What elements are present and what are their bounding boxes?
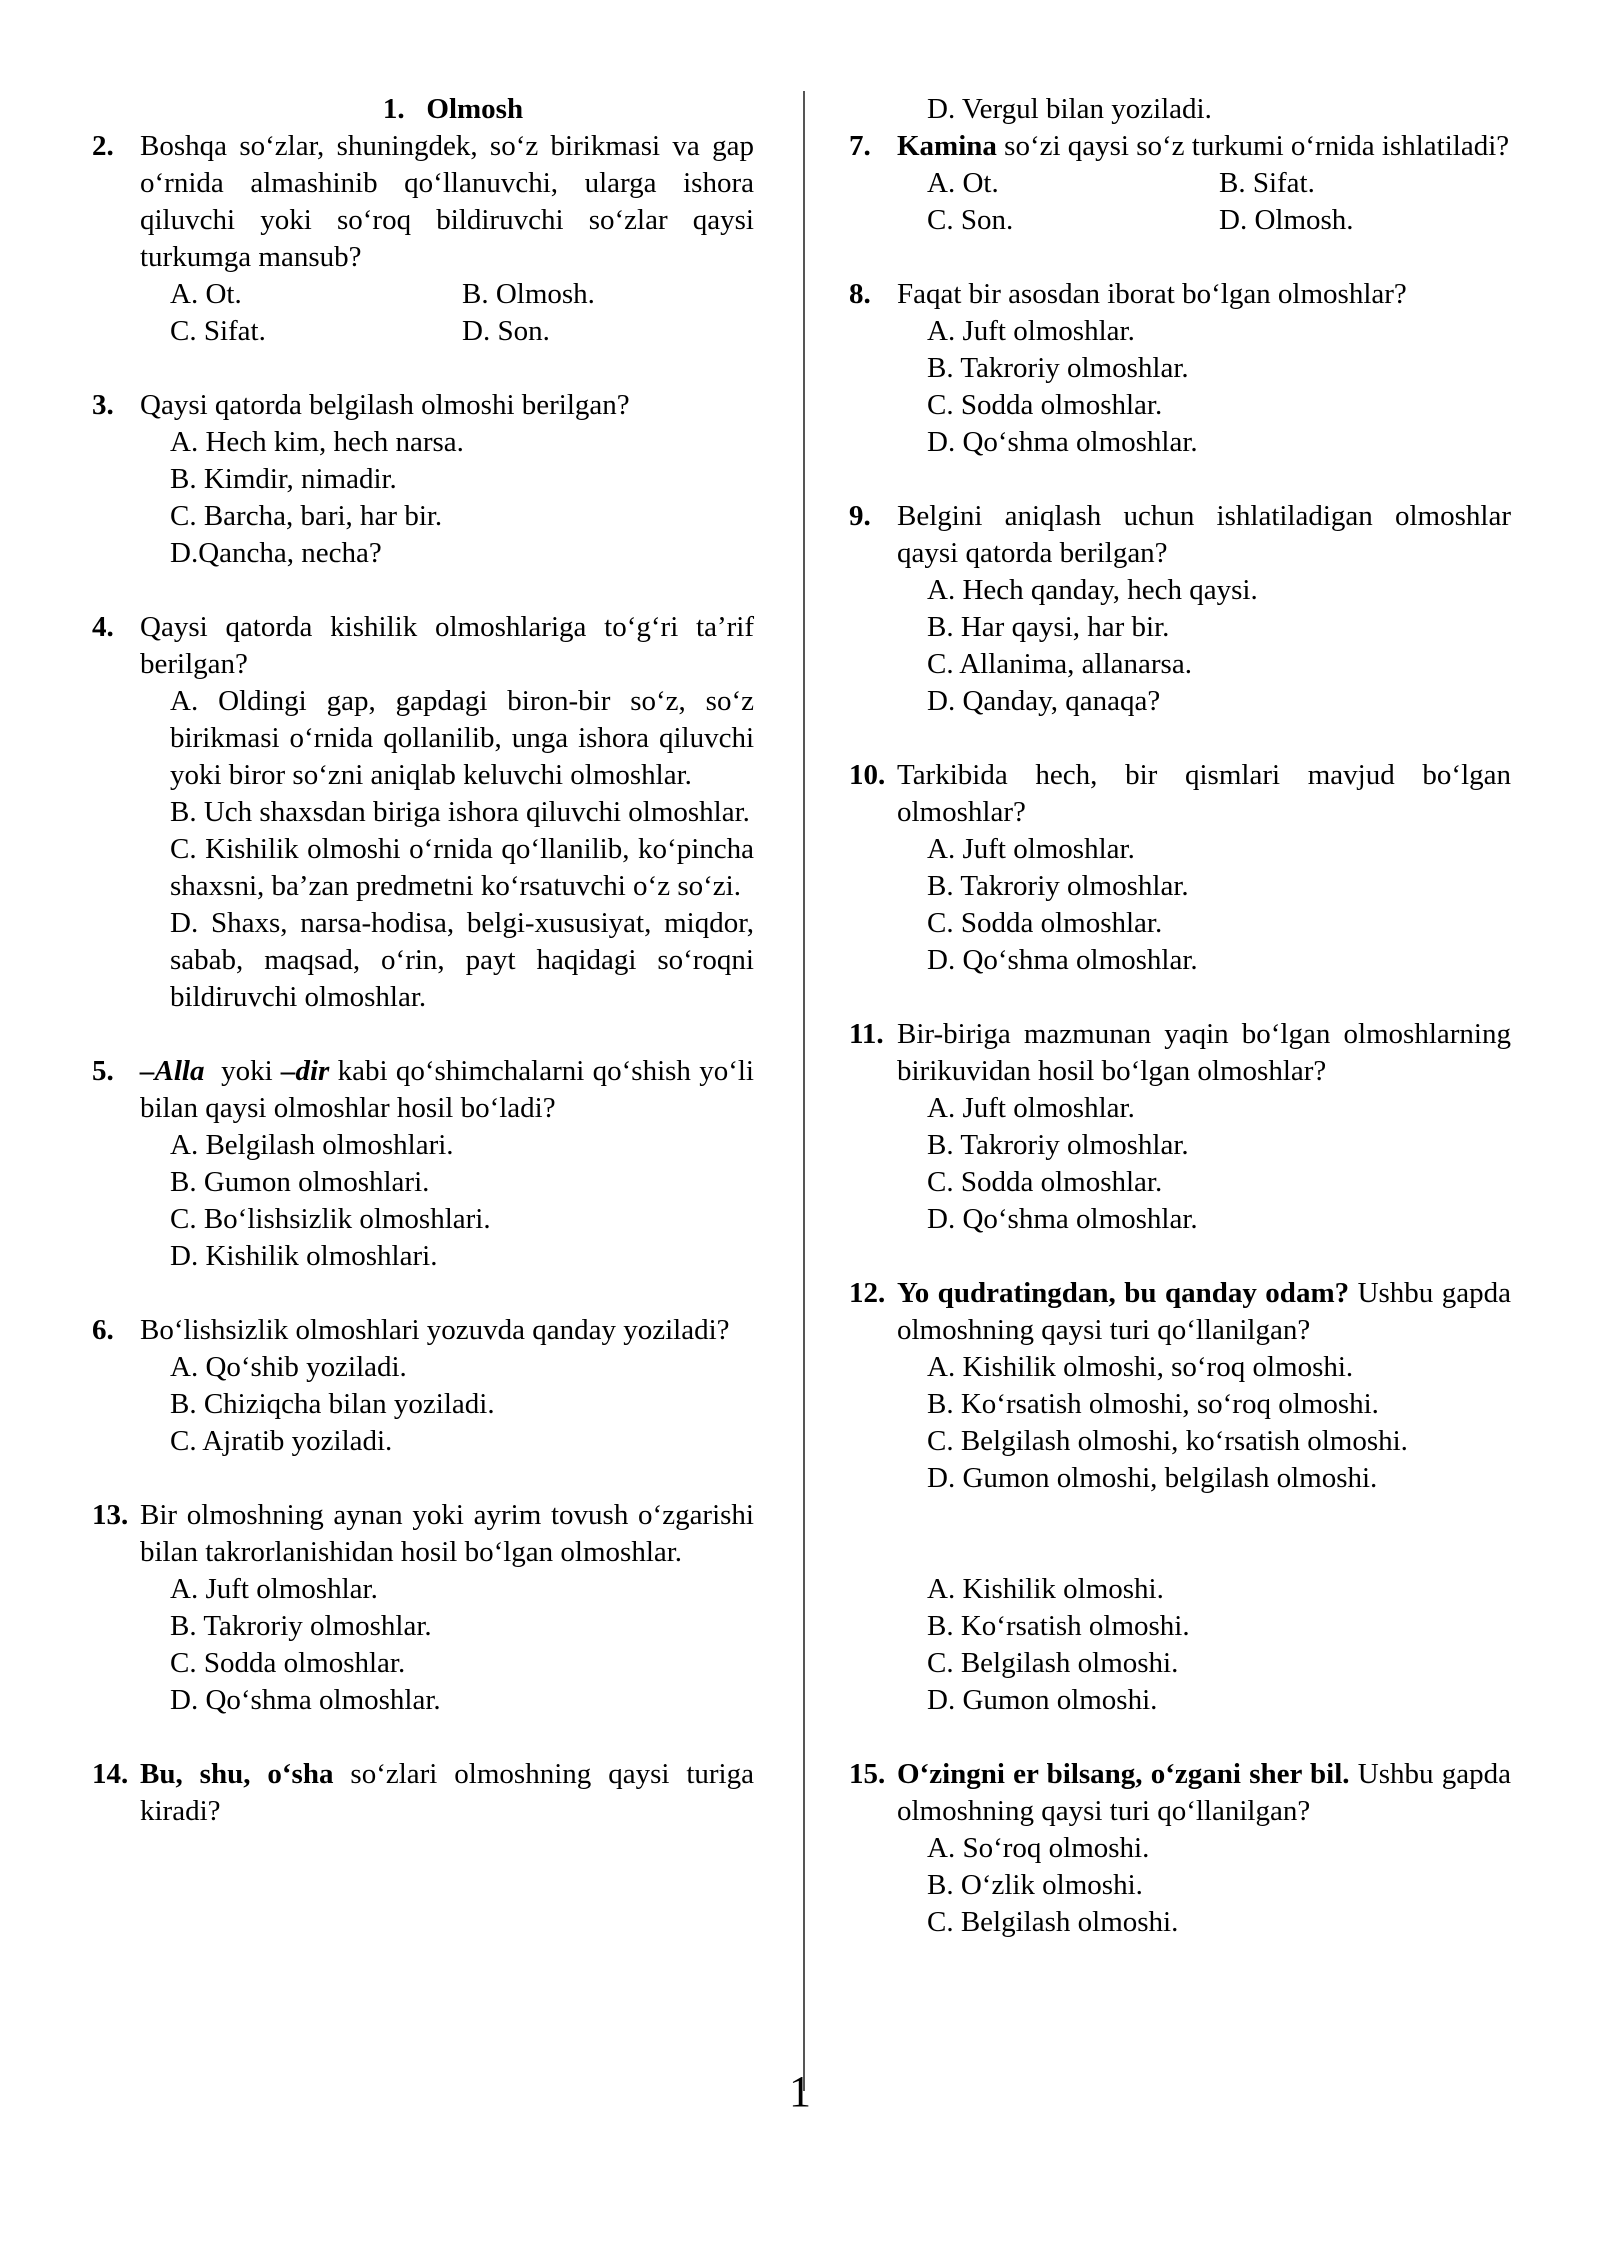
options: [897, 572, 1511, 720]
option-a: A. Oldingi gap, gapdagi biron-bir so‘z, so‘z birikmasi o‘rnida qollanilib, unga ishora qiluvchi yoki biror so‘zni aniqlab keluvchi olmoshlar.: [170, 685, 754, 791]
option-c: C. Sodda olmoshlar.: [927, 1166, 1163, 1198]
question-number: 14.: [92, 1758, 129, 1790]
question-15: [849, 1756, 1511, 1941]
question-text: Bir olmoshning aynan yoki ayrim tovush o‘zgarishi bilan takrorlanishidan hosil bo‘lgan olmoshlar.: [140, 1499, 754, 1568]
option-c: C. Ajratib yoziladi.: [170, 1425, 393, 1457]
options: [897, 1090, 1511, 1238]
option-c: C. Belgilash olmoshi.: [927, 1647, 1179, 1679]
question-9: [849, 498, 1511, 720]
option-c: C. Belgilash olmoshi, ko‘rsatish olmoshi.: [927, 1425, 1408, 1457]
option-c: C. Barcha, bari, har bir.: [170, 500, 443, 532]
option-b: B. Takroriy olmoshlar.: [927, 870, 1189, 902]
question-text: Boshqa so‘zlar, shuningdek, so‘z birikmasi va gap o‘rnida almashinib qo‘llanuvchi, ularga ishora qiluvchi yoki so‘roq bildiruvchi so‘zlar qaysi turkumga mansub?: [140, 130, 754, 273]
question-number: 10.: [849, 759, 886, 791]
option-b: B. Takroriy olmoshlar.: [927, 352, 1189, 384]
suffix-dir: –dir: [280, 1055, 330, 1087]
options: [897, 1830, 1511, 1941]
option-c: C. Son.: [927, 204, 1014, 236]
option-b: B. Takroriy olmoshlar.: [170, 1610, 432, 1642]
section-heading: [92, 91, 754, 128]
question-text-rest: so‘zlari olmoshning qaysi turiga kiradi?: [140, 1758, 754, 1827]
question-number: 9.: [849, 500, 871, 532]
option-b: B. Takroriy olmoshlar.: [927, 1129, 1189, 1161]
option-a: A. Juft olmoshlar.: [927, 833, 1135, 865]
option-d: D. Gumon olmoshi, belgilash olmoshi.: [927, 1462, 1378, 1494]
options: [897, 91, 1511, 128]
option-b: B. Gumon olmoshlari.: [170, 1166, 430, 1198]
connector-word: yoki: [221, 1055, 273, 1087]
options: [140, 683, 754, 1016]
option-a: A. Hech qanday, hech qaysi.: [927, 574, 1258, 606]
question-13: [92, 1497, 754, 1719]
options: [897, 165, 1511, 239]
question-text: [897, 128, 1511, 165]
option-c: C. Kishilik olmoshi o‘rnida qo‘llanilib, ko‘pincha shaxsni, ba’zan predmetni ko‘rsatuvchi o‘z so‘zi.: [170, 833, 754, 902]
option-d: D. Olmosh.: [1219, 204, 1354, 236]
question-11: [849, 1016, 1511, 1238]
question-number: 12.: [849, 1277, 886, 1309]
question-text: Bo‘lishsizlik olmoshlari yozuvda qanday yoziladi?: [140, 1314, 730, 1346]
options: [140, 276, 754, 350]
suffix-alla: –Alla: [140, 1055, 205, 1087]
question-text-rest: so‘zi qaysi so‘z turkumi o‘rnida ishlatiladi?: [1004, 130, 1510, 162]
question-6: [92, 1312, 754, 1460]
option-a: A. Ot.: [927, 167, 999, 199]
question-text: [897, 1275, 1511, 1349]
heading-title: Olmosh: [426, 93, 524, 125]
options: [897, 313, 1511, 461]
question-12: [849, 1275, 1511, 1497]
question-14: [92, 1756, 754, 1830]
question-6-continued: [849, 91, 1511, 128]
question-14-options: [849, 1571, 1511, 1719]
question-bold-words: O‘zingni er bilsang, o‘zgani sher bil.: [897, 1758, 1350, 1790]
option-c: C. Sodda olmoshlar.: [170, 1647, 406, 1679]
option-a: A. Juft olmoshlar.: [927, 1092, 1135, 1124]
question-text: Bir-biriga mazmunan yaqin bo‘lgan olmoshlarning birikuvidan hosil bo‘lgan olmoshlar?: [897, 1018, 1511, 1087]
option-b: B. Sifat.: [1219, 167, 1315, 199]
option-d: D.Qancha, necha?: [170, 537, 382, 569]
question-number: 13.: [92, 1499, 129, 1531]
option-a: A. So‘roq olmoshi.: [927, 1832, 1150, 1864]
option-b: B. Olmosh.: [462, 278, 595, 310]
option-d: D. Shaxs, narsa-hodisa, belgi-xususiyat, miqdor, sabab, maqsad, o‘rin, payt haqidagi so‘roqni bildiruvchi olmoshlar.: [170, 907, 754, 1013]
question-text-rest: Ushbu gapda olmoshning qaysi turi qo‘llanilgan?: [897, 1758, 1511, 1827]
left-column: [92, 91, 754, 1830]
question-8: [849, 276, 1511, 461]
option-d: D. Qo‘shma olmoshlar.: [927, 426, 1198, 458]
option-b: B. Ko‘rsatish olmoshi, so‘roq olmoshi.: [927, 1388, 1379, 1420]
options: [897, 831, 1511, 979]
right-column: [849, 91, 1511, 1941]
option-d: D. Qo‘shma olmoshlar.: [927, 1203, 1198, 1235]
option-a: A. Juft olmoshlar.: [170, 1573, 378, 1605]
options: [140, 1127, 754, 1275]
option-b: B. Har qaysi, har bir.: [927, 611, 1170, 643]
column-divider: [803, 91, 805, 2091]
option-b: B. O‘zlik olmoshi.: [927, 1869, 1143, 1901]
question-text: Faqat bir asosdan iborat bo‘lgan olmoshlar?: [897, 278, 1407, 310]
options: [140, 1349, 754, 1460]
option-b: B. Uch shaxsdan biriga ishora qiluvchi olmoshlar.: [170, 796, 750, 828]
question-3: [92, 387, 754, 572]
question-7: [849, 128, 1511, 239]
option-a: A. Belgilash olmoshlari.: [170, 1129, 454, 1161]
question-text: Tarkibida hech, bir qismlari mavjud bo‘lgan olmoshlar?: [897, 759, 1511, 828]
option-c: C. Belgilash olmoshi.: [927, 1906, 1179, 1938]
question-number: 6.: [92, 1314, 114, 1346]
option-c: C. Sodda olmoshlar.: [927, 389, 1163, 421]
question-number: 11.: [849, 1018, 884, 1050]
option-d: D. Gumon olmoshi.: [927, 1684, 1158, 1716]
option-d: D. Qanday, qanaqa?: [927, 685, 1161, 717]
option-d: D. Qo‘shma olmoshlar.: [170, 1684, 441, 1716]
question-text: Qaysi qatorda kishilik olmoshlariga to‘g‘ri ta’rif berilgan?: [140, 611, 754, 680]
option-c: C. Bo‘lishsizlik olmoshlari.: [170, 1203, 491, 1235]
question-number: 15.: [849, 1758, 886, 1790]
option-d: D. Kishilik olmoshlari.: [170, 1240, 438, 1272]
options: [897, 1571, 1511, 1719]
page-number: 1: [789, 2067, 811, 2116]
option-a: A. Ot.: [170, 278, 242, 310]
question-4: [92, 609, 754, 1016]
option-c: C. Allanima, allanarsa.: [927, 648, 1192, 680]
option-d: D. Qo‘shma olmoshlar.: [927, 944, 1198, 976]
option-d: D. Son.: [462, 315, 550, 347]
options: [897, 1349, 1511, 1497]
question-number: 2.: [92, 130, 114, 162]
option-a: A. Qo‘shib yoziladi.: [170, 1351, 407, 1383]
question-text: Qaysi qatorda belgilash olmoshi berilgan?: [140, 389, 630, 421]
option-b: B. Kimdir, nimadir.: [170, 463, 397, 495]
option-a: A. Hech kim, hech narsa.: [170, 426, 464, 458]
question-number: 5.: [92, 1055, 114, 1087]
options: [140, 1571, 754, 1719]
question-text: Belgini aniqlash uchun ishlatiladigan olmoshlar qaysi qatorda berilgan?: [897, 500, 1511, 569]
question-text: [140, 1053, 754, 1127]
option-a: A. Juft olmoshlar.: [927, 315, 1135, 347]
option-c: C. Sifat.: [170, 315, 266, 347]
option-b: B. Ko‘rsatish olmoshi.: [927, 1610, 1190, 1642]
option-a: A. Kishilik olmoshi, so‘roq olmoshi.: [927, 1351, 1354, 1383]
question-text-rest: Ushbu gapda olmoshning qaysi turi qo‘llanilgan?: [897, 1277, 1512, 1346]
question-10: [849, 757, 1511, 979]
question-bold-words: Bu, shu, o‘sha: [140, 1758, 334, 1790]
question-number: 3.: [92, 389, 114, 421]
question-text-rest: kabi qo‘shimchalarni qo‘shish yo‘li bilan qaysi olmoshlar hosil bo‘ladi?: [140, 1055, 754, 1124]
question-text: [140, 1756, 754, 1830]
option-b: B. Chiziqcha bilan yoziladi.: [170, 1388, 495, 1420]
option-a: A. Kishilik olmoshi.: [927, 1573, 1164, 1605]
option-d: D. Vergul bilan yoziladi.: [927, 93, 1212, 125]
question-2: [92, 128, 754, 350]
question-5: [92, 1053, 754, 1275]
question-number: 7.: [849, 130, 871, 162]
question-bold-words: Yo qudratingdan, bu qanday odam?: [897, 1277, 1350, 1309]
question-number: 4.: [92, 611, 114, 643]
option-c: C. Sodda olmoshlar.: [927, 907, 1163, 939]
options: [140, 424, 754, 572]
question-text: [897, 1756, 1511, 1830]
heading-number: 1.: [382, 93, 405, 125]
question-number: 8.: [849, 278, 871, 310]
question-bold-words: Kamina: [897, 130, 997, 162]
